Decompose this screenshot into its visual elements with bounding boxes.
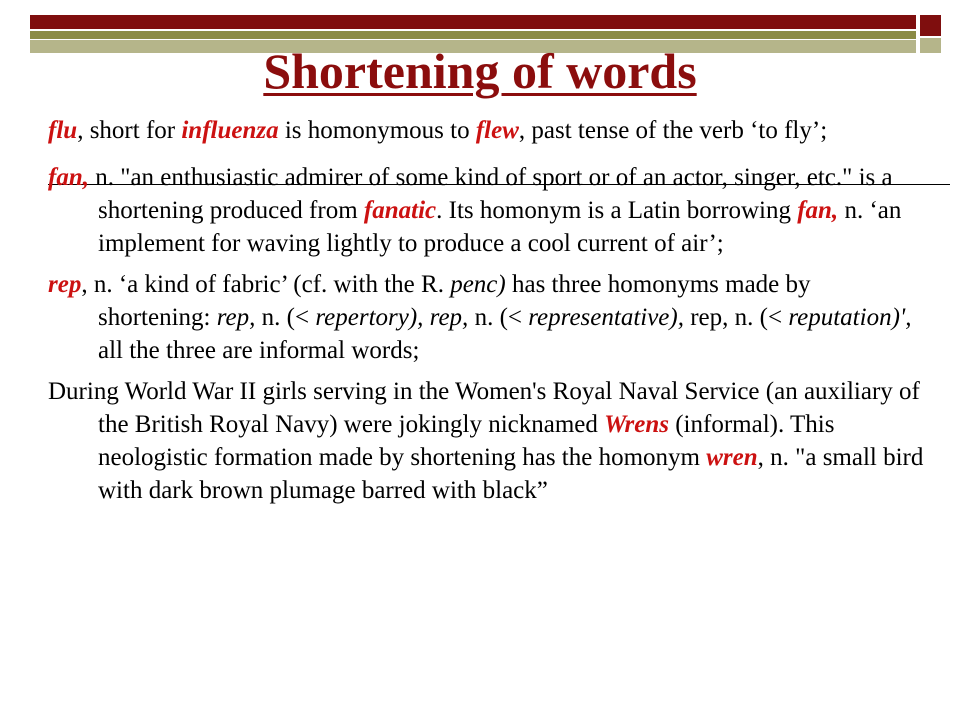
text-segment: n. (<: [255, 304, 316, 331]
text-segment: is homonymous to: [278, 117, 476, 144]
text-segment: , past tense of the verb ‘to fly’;: [518, 117, 828, 144]
italic-representative: representative),: [528, 304, 684, 331]
italic-reputation: reputation)',: [788, 304, 912, 331]
paragraph-flu: [48, 114, 928, 147]
text-segment: During World War II girls serving in the Women's Royal Naval Service (an auxiliary of the British Royal Navy) were jokingly nicknamed: [48, 378, 920, 438]
term-wren: wren: [706, 444, 758, 471]
term-rep: rep: [48, 271, 82, 298]
text-segment: has three homonyms made by shortening:: [98, 271, 811, 331]
text-segment: n. (<: [468, 304, 529, 331]
paragraph-fan: [48, 161, 928, 260]
text-segment: n. ‘an implement for waving lightly to produce a cool current of air’;: [98, 197, 902, 257]
paragraph-wrens: [48, 375, 928, 507]
text-segment: , n. "a small bird with dark brown plumage barred with black”: [98, 444, 924, 504]
term-fanatic: fanatic: [363, 197, 437, 224]
term-wrens: Wrens: [604, 411, 669, 438]
text-segment: , n. ‘a kind of fabric’ (cf. with the R.: [81, 271, 451, 298]
text-segment: , short for: [77, 117, 182, 144]
term-fan: fan,: [48, 164, 89, 191]
text-segment: rep, n. (<: [683, 304, 789, 331]
text-segment: all the three are informal words;: [98, 337, 420, 364]
text-segment: (informal). This neologistic formation made by shortening has the homonym: [98, 411, 835, 471]
text-segment: n. "an enthusiastic admirer of some kind of sport or of an actor, singer, etc." is a shortening produced from: [88, 164, 893, 224]
paragraph-rep: [48, 268, 928, 367]
top-bar-dark: [30, 15, 916, 29]
term-influenza: influenza: [181, 117, 279, 144]
italic-rep: rep,: [216, 304, 256, 331]
italic-repertory: repertory), rep,: [315, 304, 469, 331]
term-flu: flu: [48, 117, 78, 144]
text-segment: . Its homonym is a Latin borrowing: [436, 197, 798, 224]
slide-title: Shortening of words: [263, 43, 697, 99]
top-bar-olive: [30, 31, 916, 39]
term-flew: flew: [475, 117, 519, 144]
italic-penc: penc): [450, 271, 506, 298]
corner-block-dark: [920, 15, 941, 36]
slide-body: [48, 114, 928, 515]
term-fan-borrowing: fan,: [797, 197, 839, 224]
